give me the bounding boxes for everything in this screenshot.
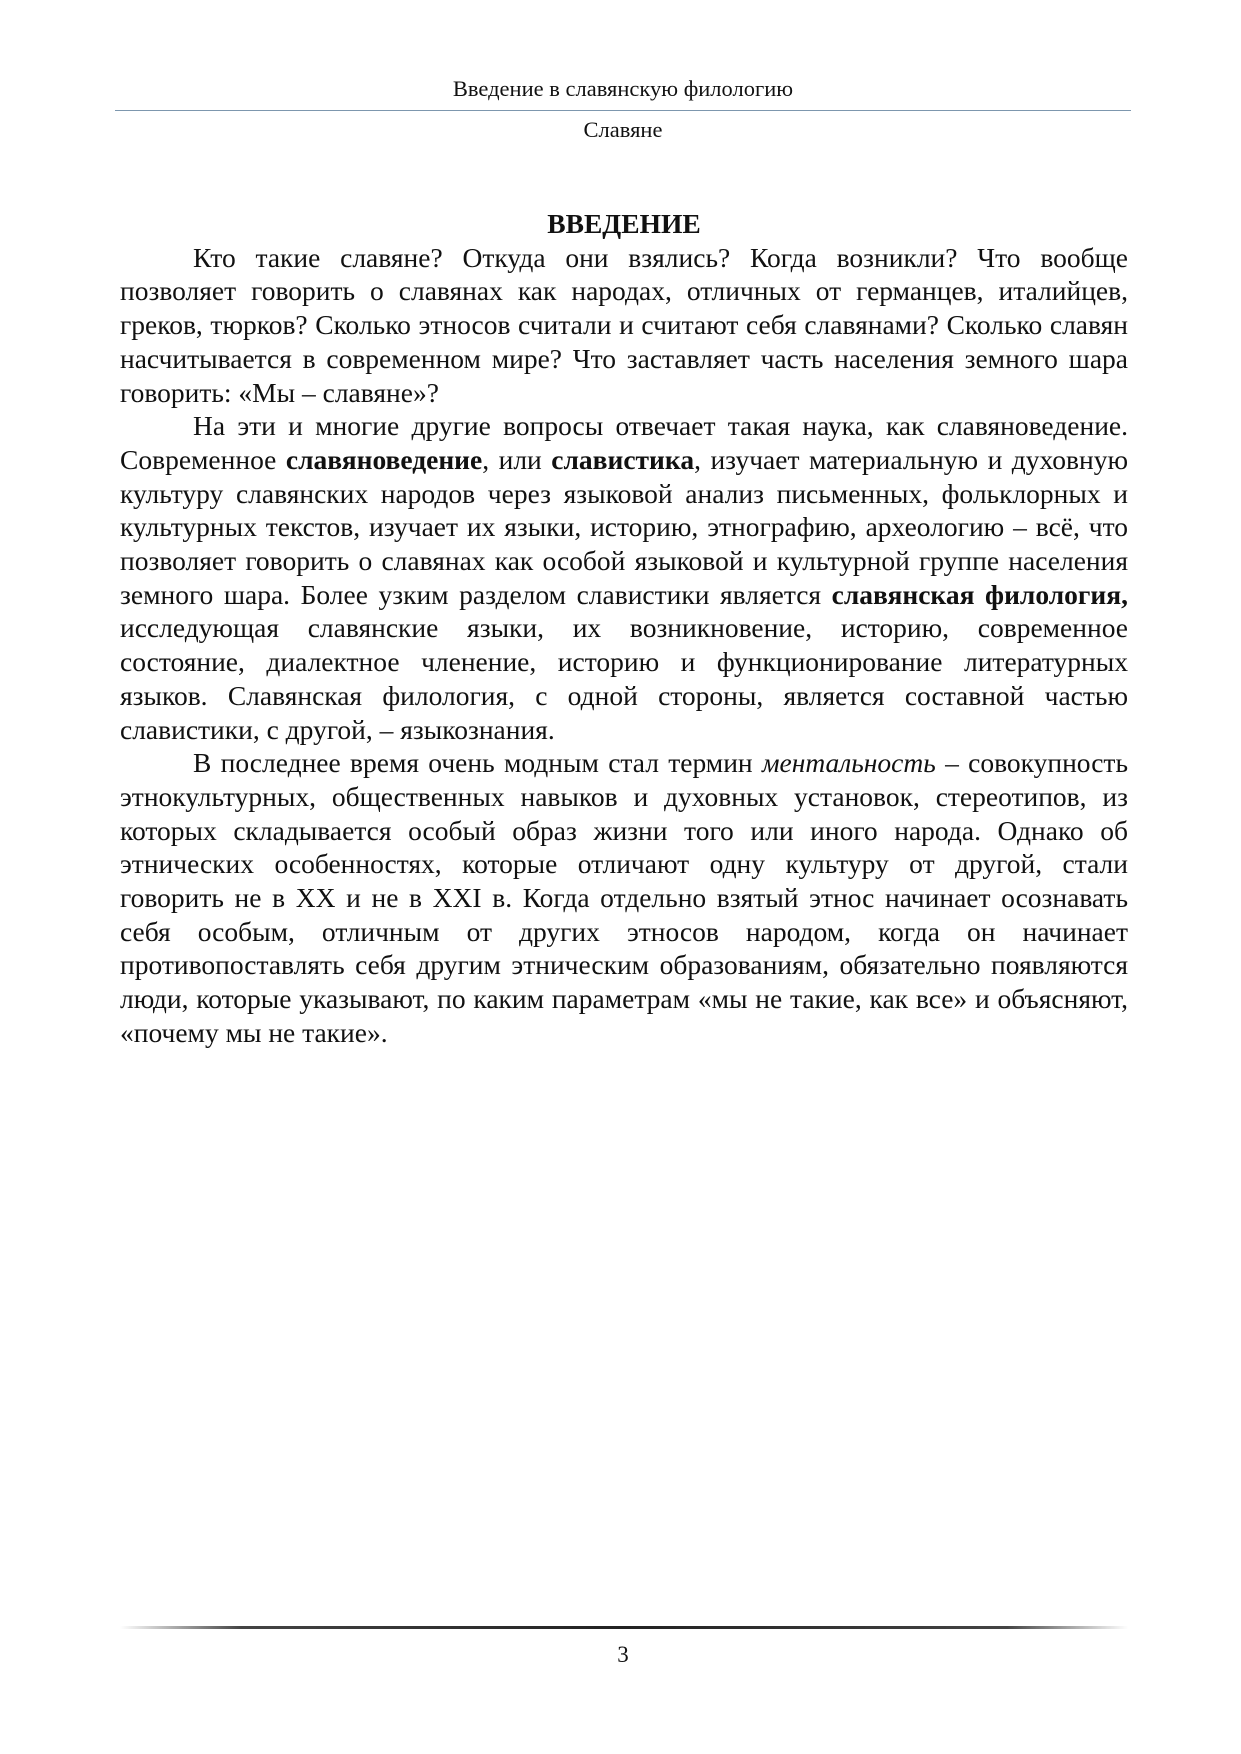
term-mentality: ментальность: [761, 747, 936, 779]
paragraph-3: [120, 746, 1128, 1049]
term-slavistika: славистика: [551, 443, 695, 475]
paragraph-1: Кто такие славяне? Откуда они взялись? Когда возникли? Что вообще позволяет говорить о славянах как народах, отличных от германцев, италийцев, греков, тюрков? Сколько этносов считали и считают себя славянами? Сколько славян насчитывается в современном мире? Что заставляет часть населения земного шара говорить: «Мы – славяне»?: [120, 241, 1128, 408]
term-slavyanovedenie: славяноведение: [285, 443, 483, 475]
paragraph-2-text-3: , изучает материальную и духовную культуру славянских народов через языковой анализ письменных, фольклорных и культурных текстов, изучает их языки, историю, этнографию, археологию – всё, что позволяет говорить о славянах как особой языковой и культурной группе населения земного шара. Более узким разделом славистики является: [120, 443, 1128, 610]
term-slavic-philology: славянская филология,: [831, 578, 1128, 610]
running-header-section-title: Славяне: [583, 117, 663, 142]
running-header-book-title: Введение в славянскую филологию: [452, 76, 794, 101]
paragraph-3-text-1: В последнее время очень модным стал термин: [193, 747, 762, 779]
paragraph-2-text-2: , или: [482, 443, 552, 475]
paragraph-2-text-4: исследующая славянские языки, их возникновение, историю, современное состояние, диалектное членение, историю и функционирование литературных языков. Славянская филология, с одной стороны, является составной частью славистики, с другой, – языкознания.: [120, 612, 1128, 745]
footer-divider: [120, 1626, 1128, 1629]
paragraph-2-text-1: На эти и многие другие вопросы отвечает такая наука, как славяноведение. Современное: [120, 410, 1128, 475]
paragraph-3-text-2: – совокупность этнокультурных, общественных навыков и духовных установок, стереотипов, из которых складывается особый образ жизни того или иного народа. Однако об этнических особенностях, которые отличают одну культуру от другой, стали говорить не в ХХ и не в ХХI в. Когда отдельно взятый этнос начинает осознавать себя особым, отличным от других этносов народом, когда он начинает противопоставлять себя другим этническим образованиям, обязательно появляются люди, которые указывают, по каким параметрам «мы не такие, как все» и объясняют, «почему мы не такие».: [120, 747, 1128, 1048]
page-number: 3: [617, 1642, 629, 1667]
chapter-title: ВВЕДЕНИЕ: [547, 208, 701, 239]
paragraph-2: [120, 409, 1128, 746]
header-divider: [115, 110, 1131, 111]
page-body: [120, 207, 1128, 1050]
